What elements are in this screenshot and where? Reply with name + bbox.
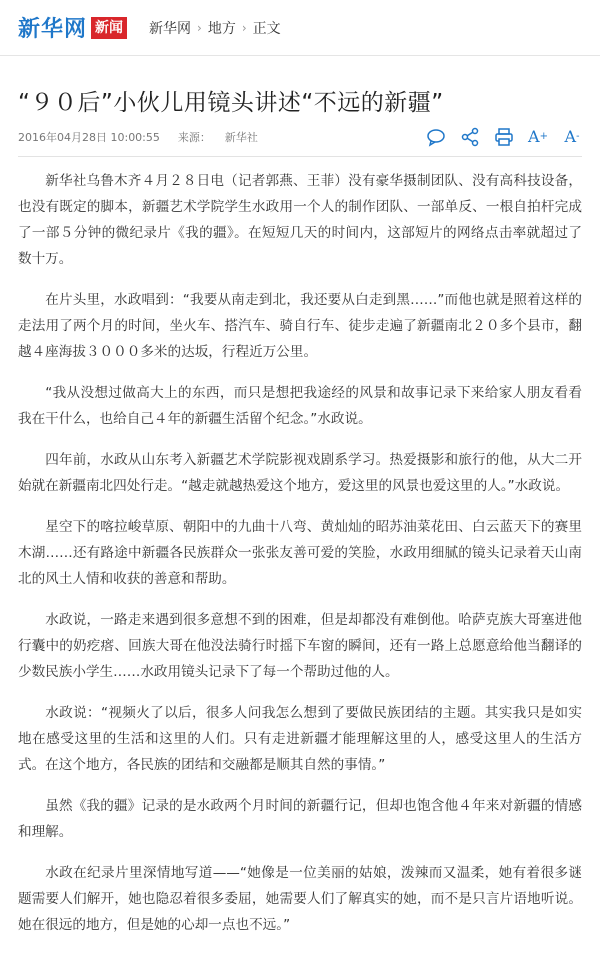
article-paragraph: 水政说：“视频火了以后，很多人问我怎么想到了要做民族团结的主题。其实我只是如实地在感受这里的生活和这里的人们。只有走进新疆才能理解这里的人，感受这里人的生活方式。在这个地方，各民族的团结和交融都是顺其自然的事情。” (18, 705, 582, 773)
source-name: 新华社 (224, 131, 258, 144)
share-icon[interactable] (460, 127, 480, 147)
chevron-right-icon: › (241, 20, 247, 35)
breadcrumb-current: 正文 (252, 20, 281, 37)
article-paragraph: 水政说，一路走来遇到很多意想不到的困难，但是却都没有难倒他。哈萨克族大哥塞进他行囊中的奶疙瘩、回族大哥在他没法骑行时摇下车窗的瞬间，还有一路上总愿意给他当翻译的少数民族小学生……水政用镜头记录下了每一个帮助过他的人。 (18, 612, 582, 680)
site-header (0, 0, 600, 56)
article-meta (18, 126, 582, 148)
breadcrumb (149, 18, 281, 38)
site-logo[interactable]: 新华网 (18, 17, 88, 42)
font-decrease-icon[interactable]: A - (564, 127, 580, 146)
article-paragraph: 星空下的喀拉峻草原、朝阳中的九曲十八弯、黄灿灿的昭苏油菜花田、白云蓝天下的赛里木湖……还有路途中新疆各民族群众一张张友善可爱的笑脸，水政用细腻的镜头记录着天山南北的风土人情和收获的善意和帮助。 (18, 519, 582, 587)
article-title: “９０后”小伙儿用镜头讲述“不远的新疆” (18, 90, 444, 116)
article-paragraph: 虽然《我的疆》记录的是水政两个月时间的新疆行记，但却也饱含他４年来对新疆的情感和理解。 (18, 798, 582, 840)
breadcrumb-local[interactable]: 地方 (207, 20, 236, 37)
article-toolbar (426, 127, 582, 147)
source-label: 来源： (177, 131, 211, 144)
article-paragraph: 四年前，水政从山东考入新疆艺术学院影视戏剧系学习。热爱摄影和旅行的他，从大二开始就在新疆南北四处行走。“越走就越热爱这个地方，爱这里的风景也爱这里的人。”水政说。 (18, 452, 582, 494)
news-tag[interactable]: 新闻 (91, 17, 127, 39)
article-paragraph: 水政在纪录片里深情地写道——“她像是一位美丽的姑娘，泼辣而又温柔，她有着很多谜题需要人们解开，她也隐忍着很多委屈，她需要人们了解真实的她，而不是只言片语地听说。她在很远的地方，但是她的心却一点也不远。” (18, 865, 582, 933)
article-body (18, 168, 582, 953)
print-icon[interactable] (494, 127, 514, 147)
chevron-right-icon: › (197, 20, 202, 35)
article-paragraph: 在片头里，水政唱到：“我要从南走到北，我还要从白走到黑……”而他也就是照着这样的走法用了两个月的时间，坐火车、搭汽车、骑自行车、徒步走遍了新疆南北２０多个县市，翻越４座海拔３０００多米的达坂，行程近万公里。 (18, 292, 582, 360)
meta-divider (18, 156, 582, 157)
comment-icon[interactable] (426, 127, 446, 147)
font-increase-icon[interactable]: A + (528, 127, 548, 146)
article-paragraph: 新华社乌鲁木齐４月２８日电（记者郭燕、王菲）没有豪华摄制团队、没有高科技设备，也没有既定的脚本，新疆艺术学院学生水政用一个人的制作团队、一部单反、一根自拍杆完成了一部５分钟的微纪录片《我的疆》。在短短几天的时间内，这部短片的网络点击率就超过了数十万。 (18, 173, 582, 267)
article-paragraph: “我从没想过做高大上的东西，而只是想把我途经的风景和故事记录下来给家人朋友看看我在干什么，也给自己４年的新疆生活留个纪念。”水政说。 (18, 385, 582, 427)
breadcrumb-home[interactable]: 新华网 (149, 20, 192, 37)
publish-date: 2016年04月28日 10:00:55 (18, 131, 160, 144)
